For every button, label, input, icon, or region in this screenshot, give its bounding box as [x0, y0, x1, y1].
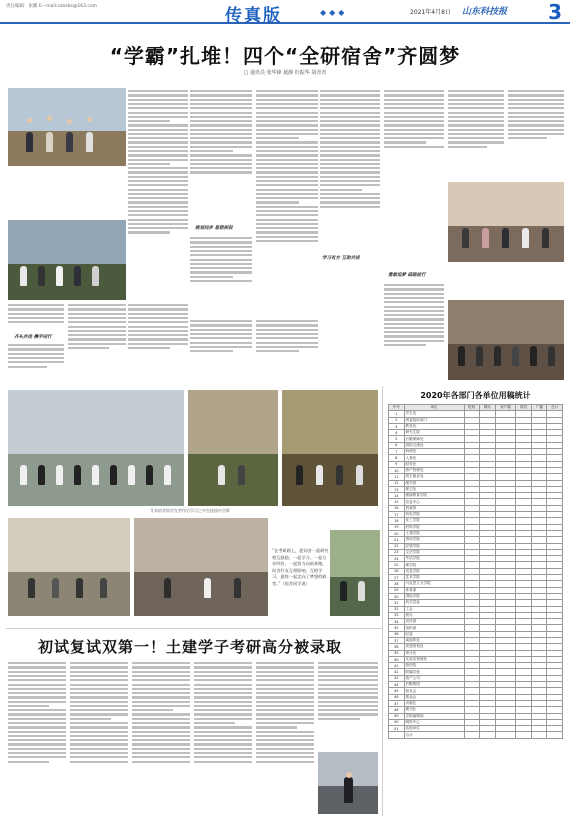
stats-cell: 41	[389, 663, 405, 669]
stats-cell: 发展规划处	[404, 644, 464, 650]
subhead-3: 学习有方 互助共进	[322, 256, 360, 261]
stats-cell: 51	[389, 726, 405, 732]
stats-cell: 2	[389, 417, 405, 423]
decor-dots-icon: ◆◆◆	[320, 8, 348, 17]
stats-cell: 3	[389, 423, 405, 429]
second-text-col-6	[318, 660, 378, 748]
photo-group-big	[8, 390, 184, 506]
stats-cell: 信息中心	[404, 499, 464, 505]
stats-cell: 国际交流处	[404, 442, 464, 448]
main-headline: “学霸”扎堆！四个“全研宿舍”齐圆梦	[109, 44, 461, 68]
second-text-col-3	[132, 660, 190, 816]
second-headline: 初试复试双第一！土建学子考研高分被录取	[37, 638, 342, 656]
stats-cell: 学生处	[404, 411, 464, 417]
stats-cell	[516, 732, 532, 738]
stats-cell: 学报编辑部	[404, 713, 464, 719]
photo-study-desk	[134, 518, 268, 616]
stats-cell: 资产公司	[404, 675, 464, 681]
stats-cell: 宣传部	[404, 619, 464, 625]
stats-cell: 15	[389, 499, 405, 505]
stats-cell: 离退休处	[404, 637, 464, 643]
stats-cell: 机关党委	[404, 600, 464, 606]
stats-cell: 44	[389, 682, 405, 688]
text-column-2	[190, 88, 252, 218]
text-column-3	[256, 88, 318, 313]
section-title: 传真版	[225, 6, 282, 26]
stats-cell: 艺术学院	[404, 575, 464, 581]
stats-cell	[547, 732, 563, 738]
stats-cell: 出版社	[404, 700, 464, 706]
stats-cell: 16	[389, 505, 405, 511]
stats-cell: 35	[389, 625, 405, 631]
stats-cell: 4	[389, 430, 405, 436]
stats-cell: 合计	[404, 732, 464, 738]
text-column-4	[320, 88, 380, 388]
stats-cell: 46	[389, 694, 405, 700]
stats-cell: 财务处	[404, 461, 464, 467]
second-text-col-2	[70, 660, 128, 816]
stats-cell: 5	[389, 436, 405, 442]
stats-cell: 39	[389, 650, 405, 656]
text-column-1	[128, 88, 188, 300]
stats-cell: 21	[389, 537, 405, 543]
page-number: 3	[548, 0, 562, 24]
stats-cell: 资产管理处	[404, 467, 464, 473]
stats-cell: 48	[389, 707, 405, 713]
stats-cell: 校办	[404, 612, 464, 618]
stats-cell: 9	[389, 461, 405, 467]
stats-cell: 期刊社	[404, 707, 464, 713]
stats-cell: 土建学院	[404, 530, 464, 536]
stats-cell: 网络中心	[404, 719, 464, 725]
stats-cell	[531, 732, 547, 738]
stats-cell: 12	[389, 480, 405, 486]
text-column-2b	[190, 235, 252, 315]
stats-cell: 17	[389, 512, 405, 518]
caption-big-photo: 艾米宿舍同学在劳作后学习之中在校园中合影	[150, 508, 230, 513]
stats-cell: 团委组织部门	[404, 417, 464, 423]
stats-cell: 30	[389, 593, 405, 599]
stats-header-cell: 单位	[404, 405, 464, 411]
stats-cell: 马克思主义学院	[404, 581, 464, 587]
stats-cell	[480, 732, 496, 738]
stats-cell: 实验室管理处	[404, 656, 464, 662]
stats-body	[389, 411, 563, 738]
stats-cell: 资环学院	[404, 537, 464, 543]
text-column-6	[448, 88, 504, 180]
subhead-1: 齐头并进 携手同行	[14, 335, 52, 340]
stats-cell: 信息学院	[404, 568, 464, 574]
stats-cell: 14	[389, 493, 405, 499]
stats-cell: 图书馆	[404, 480, 464, 486]
stats-cell: 33	[389, 612, 405, 618]
stats-cell: 18	[389, 518, 405, 524]
stats-cell: 6	[389, 442, 405, 448]
stats-cell: 20	[389, 530, 405, 536]
separator-vertical	[382, 386, 383, 816]
stats-cell: 经管学院	[404, 543, 464, 549]
stats-cell: 审计处	[404, 650, 464, 656]
photo-ground-group	[282, 390, 378, 506]
stats-cell: 27	[389, 575, 405, 581]
stats-cell: 26	[389, 568, 405, 574]
separator-horizontal	[6, 628, 382, 629]
quote-block: “在考研路上，愿同舍一起研究相互鼓励，一起学习，一起分享经验，一起努力向前奔跑，同舍好友互相影响、互相学习，最终一起走向了梦想的殿堂。”（宿舍同学说）	[272, 548, 329, 586]
stats-cell: 37	[389, 637, 405, 643]
stats-header-cell: 序号	[389, 405, 405, 411]
stats-cell: 人事处	[404, 455, 464, 461]
stats-cell: 纪委	[404, 631, 464, 637]
stats-cell: 22	[389, 543, 405, 549]
stats-cell: 理学院	[404, 562, 464, 568]
stats-cell: 42	[389, 669, 405, 675]
newspaper-logo: 山东科技报	[462, 7, 508, 17]
photo-classroom	[8, 518, 130, 616]
stats-cell: 后勤保障处	[404, 436, 464, 442]
stats-cell: 49	[389, 713, 405, 719]
issue-date: 2021年4月8日	[410, 9, 451, 16]
masthead	[0, 0, 570, 24]
text-column-10	[8, 342, 64, 386]
stats-cell: 教务处	[404, 423, 464, 429]
stats-cell: 24	[389, 556, 405, 562]
stats-cell: 材料学院	[404, 524, 464, 530]
stats-cell: 7	[389, 449, 405, 455]
second-text-col-4	[194, 660, 252, 816]
stats-cell: 36	[389, 631, 405, 637]
stats-cell: 43	[389, 675, 405, 681]
stats-cell: 29	[389, 587, 405, 593]
text-column-14	[256, 318, 318, 386]
stats-cell: 继续教育学院	[404, 493, 464, 499]
photo-outdoor-pair	[330, 530, 380, 616]
stats-cell: 50	[389, 719, 405, 725]
stats-cell: 23	[389, 549, 405, 555]
photo-ground-kneel	[188, 390, 278, 506]
photo-student-portrait	[318, 752, 378, 814]
stats-cell: 31	[389, 600, 405, 606]
stats-cell: 招生就业处	[404, 474, 464, 480]
stats-cell: 保卫处	[404, 486, 464, 492]
stats-cell: 1	[389, 411, 405, 417]
stats-cell: 19	[389, 524, 405, 530]
editor-line: 责任编辑：张麒 E—mail:sdxsbs@163.com	[6, 4, 97, 9]
stats-table	[388, 404, 563, 739]
stats-cell: 机电学院	[404, 512, 464, 518]
stats-cell: 校友会	[404, 688, 464, 694]
stats-cell: 校医院	[404, 663, 464, 669]
second-text-col-5	[256, 660, 314, 816]
stats-cell: 体育部	[404, 587, 464, 593]
stats-cell: 38	[389, 644, 405, 650]
stats-header-cell: 微信	[516, 405, 532, 411]
stats-cell	[464, 732, 480, 738]
stats-cell: 工会	[404, 606, 464, 612]
text-column-8	[384, 282, 444, 382]
stats-header-cell: 报纸	[464, 405, 480, 411]
stats-cell: 国际学院	[404, 593, 464, 599]
text-column-12	[128, 302, 188, 386]
stats-header-cell: 客户端	[495, 405, 516, 411]
stats-cell: 研究生院	[404, 430, 464, 436]
stats-cell: 11	[389, 474, 405, 480]
stats-cell: 组织部	[404, 625, 464, 631]
stats-cell: 化工学院	[404, 518, 464, 524]
stats-cell: 其他单位	[404, 726, 464, 732]
photo-dorm-group-2	[8, 220, 126, 300]
photo-boys-dorm	[448, 300, 564, 380]
stats-cell: 47	[389, 700, 405, 706]
photo-dorm-group	[8, 88, 126, 166]
stats-cell: 后勤集团	[404, 682, 464, 688]
stats-cell: 附属学校	[404, 669, 464, 675]
stats-cell: 文法学院	[404, 549, 464, 555]
text-column-5	[384, 88, 444, 180]
stats-cell: 科研处	[404, 449, 464, 455]
stats-cell: 40	[389, 656, 405, 662]
stats-header-cell: 总计	[547, 405, 563, 411]
stats-cell	[389, 732, 405, 738]
second-text-col-1	[8, 660, 66, 816]
stats-row	[389, 732, 563, 738]
stats-cell: 32	[389, 606, 405, 612]
stats-cell: 28	[389, 581, 405, 587]
stats-header-cell: 网站	[480, 405, 496, 411]
stats-cell: 13	[389, 486, 405, 492]
stats-cell: 45	[389, 688, 405, 694]
stats-cell: 基金会	[404, 694, 464, 700]
main-byline: □ 通讯员 张华锋 聂静 杜振华 胡青青	[243, 70, 327, 76]
stats-cell: 25	[389, 562, 405, 568]
stats-cell: 档案馆	[404, 505, 464, 511]
text-column-7	[508, 88, 564, 180]
subhead-4: 勇敢追梦 砥砺前行	[388, 273, 426, 278]
stats-cell: 34	[389, 619, 405, 625]
text-column-13	[190, 318, 252, 386]
subhead-2: 规划同步 思想相促	[195, 226, 233, 231]
stats-cell: 外语学院	[404, 556, 464, 562]
stats-title: 2020年各部门各单位用稿统计	[420, 391, 531, 400]
stats-cell: 8	[389, 455, 405, 461]
stats-header-cell: 广播	[531, 405, 547, 411]
stats-cell: 10	[389, 467, 405, 473]
stats-cell	[495, 732, 516, 738]
photo-girls-dorm	[448, 182, 564, 262]
text-column-11	[68, 302, 126, 386]
